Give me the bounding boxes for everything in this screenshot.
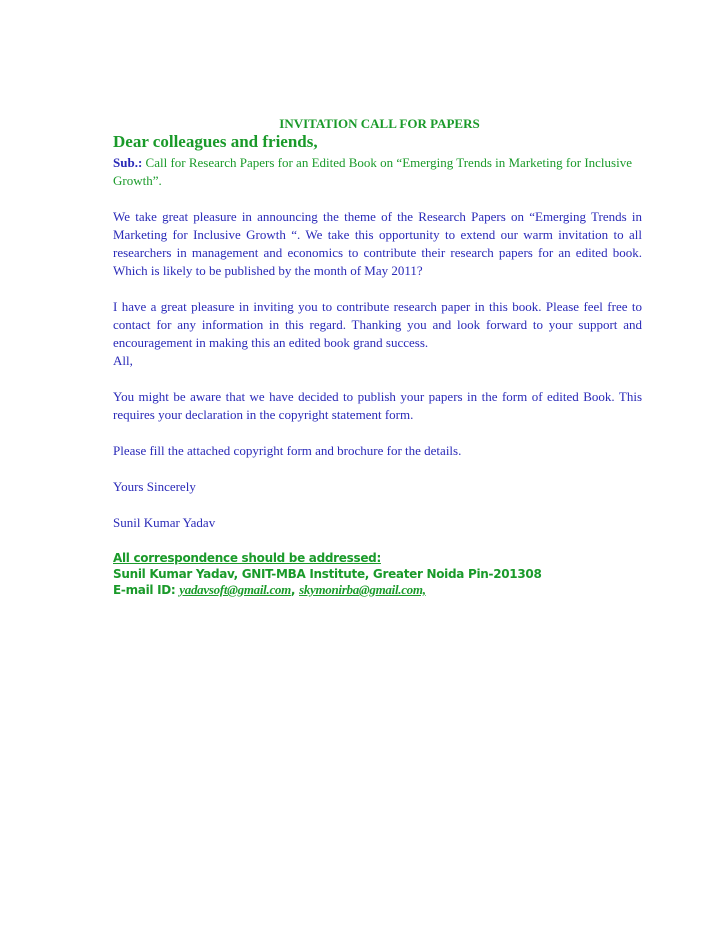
subject-text: Call for Research Papers for an Edited Book on “Emerging Trends in Marketing for Inclusive Growth”.: [113, 155, 632, 188]
paragraph-copyright: You might be aware that we have decided to publish your papers in the form of edited Book. This requires your declaration in the copyright statement form.: [113, 389, 642, 422]
letter-title: INVITATION CALL FOR PAPERS: [279, 116, 480, 131]
paragraph-announcement: We take great pleasure in announcing the theme of the Research Papers on “Emerging Trends in Marketing for Inclusive Growth “. We take this opportunity to extend our warm invitation to all researchers in management and economics to contribute their research papers for an edited book. Which is likely to be published by the month of May 2011?: [113, 209, 642, 278]
letter-greeting: Dear colleagues and friends,: [113, 132, 318, 151]
contact-block: [113, 550, 642, 598]
contact-address: Sunil Kumar Yadav, GNIT-MBA Institute, Greater Noida Pin-201308: [113, 567, 542, 581]
paragraph-all: All,: [113, 353, 133, 368]
paragraph-invitation: I have a great pleasure in inviting you to contribute research paper in this book. Please feel free to contact for any information in this regard. Thanking you and look forward to your support and encouragement in making this an edited book grand success.: [113, 299, 642, 350]
email-label: E-mail ID:: [113, 583, 180, 597]
email-separator: ,: [290, 583, 300, 597]
contact-email-line: [113, 582, 642, 598]
paragraph-attachment: Please fill the attached copyright form and brochure for the details.: [113, 443, 462, 458]
signature-name: Sunil Kumar Yadav: [113, 515, 216, 530]
email-link-skymonirba[interactable]: skymonirba@gmail.com,: [299, 582, 426, 597]
letter-body: [113, 116, 642, 598]
closing-salutation: Yours Sincerely: [113, 479, 196, 494]
contact-heading: All correspondence should be addressed:: [113, 551, 381, 565]
subject-label: Sub.:: [113, 155, 143, 170]
email-link-yadavsoft[interactable]: yadavsoft@gmail.com: [179, 582, 291, 597]
letter-subject: [113, 154, 642, 190]
